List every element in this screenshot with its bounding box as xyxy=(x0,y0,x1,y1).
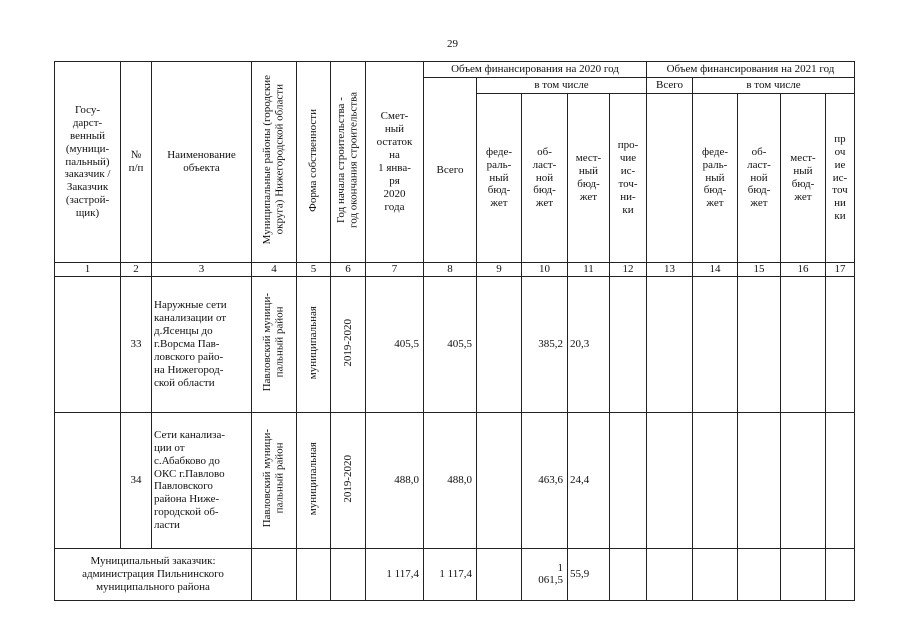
ownership-cell xyxy=(297,412,331,548)
table-row xyxy=(55,412,855,548)
row-number: 34 xyxy=(121,412,152,548)
col-num: 5 xyxy=(297,263,331,277)
years-cell xyxy=(331,412,366,548)
header-years xyxy=(331,62,366,263)
federal-2021-value xyxy=(693,276,738,412)
other-2021-value xyxy=(826,412,855,548)
total-2021-value xyxy=(647,276,693,412)
header-customer: Госу- дарст- венный (муници- пальный) заказчик / Заказчик (застрой- щик) xyxy=(55,62,121,263)
federal-2021-value xyxy=(693,412,738,548)
summary-empty xyxy=(693,548,738,600)
header-federal-2020: феде- раль- ный бюд- жет xyxy=(477,94,522,263)
other-2021-value xyxy=(826,276,855,412)
summary-federal-2020 xyxy=(477,548,522,600)
customer-cell xyxy=(55,276,121,412)
col-num: 17 xyxy=(826,263,855,277)
header-incl-2021: в том числе xyxy=(693,78,855,94)
header-districts-text: Муниципальные районы (городские округа) Нижегородской области xyxy=(261,75,286,245)
header-total-2021: Всего xyxy=(647,78,693,94)
col-num: 15 xyxy=(738,263,781,277)
financing-table xyxy=(54,61,855,601)
regional-2021-value xyxy=(738,412,781,548)
header-ownership-text: Форма собственности xyxy=(307,108,320,212)
header-federal-2021: феде- раль- ный бюд- жет xyxy=(693,94,738,263)
row-number: 33 xyxy=(121,276,152,412)
header-incl-2020: в том числе xyxy=(477,78,647,94)
summary-empty xyxy=(738,548,781,600)
header-other-2020: про- чие ис- точ- ни- ки xyxy=(610,94,647,263)
col-num: 7 xyxy=(366,263,424,277)
col-num: 10 xyxy=(522,263,568,277)
summary-empty xyxy=(610,548,647,600)
header-number: № п/п xyxy=(121,62,152,263)
col-num: 6 xyxy=(331,263,366,277)
regional-2021-value xyxy=(738,276,781,412)
federal-2020-value xyxy=(477,276,522,412)
col-num: 14 xyxy=(693,263,738,277)
district-text: Павловский муници- пальный район xyxy=(261,293,286,392)
district-cell xyxy=(252,412,297,548)
header-other-2021: пр оч ие ис- точ ни ки xyxy=(826,94,855,263)
header-years-text: Год начала строительства - год окончания строительства xyxy=(335,92,360,228)
ownership-cell xyxy=(297,276,331,412)
years-text: 2019-2020 xyxy=(341,454,354,503)
header-local-2021: мест- ный бюд- жет xyxy=(781,94,826,263)
header-local-2020: мест- ный бюд- жет xyxy=(568,94,610,263)
regional-2020-value: 385,2 xyxy=(522,276,568,412)
years-cell xyxy=(331,276,366,412)
col-num: 2 xyxy=(121,263,152,277)
summary-regional-2020: 1 061,5 xyxy=(522,548,568,600)
other-2020-value xyxy=(610,412,647,548)
header-total-2021-cont xyxy=(647,94,693,263)
header-estimate: Смет- ный остаток на 1 янва- ря 2020 года xyxy=(366,62,424,263)
federal-2020-value xyxy=(477,412,522,548)
col-num: 8 xyxy=(424,263,477,277)
header-fin-2021: Объем финансирования на 2021 год xyxy=(647,62,855,78)
summary-total-2020: 1 117,4 xyxy=(424,548,477,600)
summary-row xyxy=(55,548,855,600)
summary-local-2020: 55,9 xyxy=(568,548,610,600)
col-num: 16 xyxy=(781,263,826,277)
district-cell xyxy=(252,276,297,412)
summary-empty xyxy=(297,548,331,600)
col-num: 12 xyxy=(610,263,647,277)
total-2020-value: 405,5 xyxy=(424,276,477,412)
summary-empty xyxy=(252,548,297,600)
table-row xyxy=(55,276,855,412)
customer-cell xyxy=(55,412,121,548)
summary-empty xyxy=(647,548,693,600)
col-num: 1 xyxy=(55,263,121,277)
header-object-name: Наименование объекта xyxy=(152,62,252,263)
summary-estimate: 1 117,4 xyxy=(366,548,424,600)
local-2021-value xyxy=(781,412,826,548)
col-num: 13 xyxy=(647,263,693,277)
col-num: 4 xyxy=(252,263,297,277)
total-2021-value xyxy=(647,412,693,548)
local-2021-value xyxy=(781,276,826,412)
total-2020-value: 488,0 xyxy=(424,412,477,548)
header-fin-2020: Объем финансирования на 2020 год xyxy=(424,62,647,78)
estimate-value: 405,5 xyxy=(366,276,424,412)
local-2020-value: 20,3 xyxy=(568,276,610,412)
col-num: 9 xyxy=(477,263,522,277)
header-ownership xyxy=(297,62,331,263)
object-name: Сети канализа- ции от с.Абабково до ОКС г.Павлово Павловского района Ниже- городской об- ласти xyxy=(152,412,252,548)
local-2020-value: 24,4 xyxy=(568,412,610,548)
years-text: 2019-2020 xyxy=(341,318,354,367)
summary-empty xyxy=(826,548,855,600)
summary-empty xyxy=(781,548,826,600)
col-num: 11 xyxy=(568,263,610,277)
ownership-text: муниципальная xyxy=(307,441,320,516)
page-number: 29 xyxy=(447,38,458,50)
object-name: Наружные сети канализации от д.Ясенцы до г.Ворсма Пав- ловского райо- на Нижегород- ской области xyxy=(152,276,252,412)
col-num: 3 xyxy=(152,263,252,277)
column-number-row xyxy=(55,263,855,277)
header-regional-2020: об- ласт- ной бюд- жет xyxy=(522,94,568,263)
other-2020-value xyxy=(610,276,647,412)
header-districts xyxy=(252,62,297,263)
ownership-text: муниципальная xyxy=(307,305,320,380)
estimate-value: 488,0 xyxy=(366,412,424,548)
header-row-1 xyxy=(55,62,855,78)
summary-empty xyxy=(331,548,366,600)
regional-2020-value: 463,6 xyxy=(522,412,568,548)
district-text: Павловский муници- пальный район xyxy=(261,429,286,528)
header-regional-2021: об- ласт- ной бюд- жет xyxy=(738,94,781,263)
summary-label: Муниципальный заказчик: администрация Пильнинского муниципального района xyxy=(55,548,252,600)
header-total-2020: Всего xyxy=(424,78,477,263)
